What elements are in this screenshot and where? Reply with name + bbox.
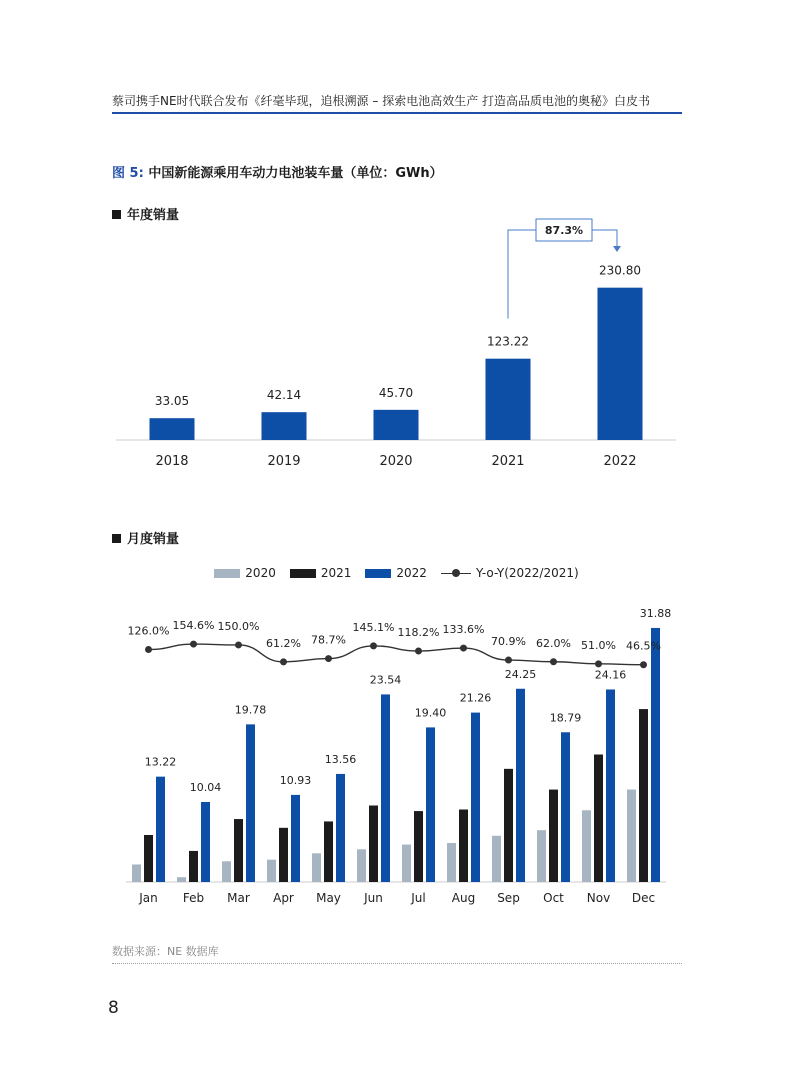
- monthly-tick-label: Jan: [139, 891, 158, 905]
- monthly-bar-2021: [189, 851, 198, 882]
- monthly-bar-2020: [627, 790, 636, 882]
- figure-title-text: 中国新能源乘用车动力电池装车量（单位：GWh）: [148, 166, 443, 181]
- legend-label-2021: 2021: [320, 566, 352, 580]
- monthly-bar-2020: [357, 849, 366, 882]
- monthly-bar-2022: [246, 724, 255, 882]
- monthly-tick-label: Feb: [182, 891, 205, 905]
- monthly-bar-2022: [201, 802, 210, 882]
- yoy-point: [415, 648, 422, 655]
- monthly-value-label: 19.40: [414, 706, 447, 720]
- monthly-bar-2022: [561, 732, 570, 882]
- monthly-value-label: 24.16: [594, 668, 627, 682]
- monthly-value-label: 23.54: [369, 673, 402, 687]
- monthly-bar-2022: [516, 689, 525, 882]
- monthly-bar-2020: [447, 843, 456, 882]
- yoy-point: [190, 641, 197, 648]
- growth-label: 87.3%: [544, 224, 584, 237]
- annual-bar: [150, 418, 195, 440]
- yoy-point: [505, 657, 512, 664]
- monthly-value-label: 13.56: [324, 752, 357, 766]
- monthly-tick-label: Nov: [586, 891, 611, 905]
- monthly-tick-label: Oct: [543, 891, 564, 905]
- annual-bar: [262, 412, 307, 440]
- monthly-bar-2022: [156, 777, 165, 882]
- annual-value-label: 230.80: [599, 263, 641, 278]
- monthly-bar-2020: [537, 830, 546, 882]
- yoy-point: [640, 661, 647, 668]
- monthly-tick-label: Dec: [631, 891, 656, 905]
- monthly-tick-label: Jun: [364, 891, 383, 905]
- monthly-bar-2021: [279, 828, 288, 882]
- annual-bar: [486, 359, 531, 440]
- yoy-label: 62.0%: [536, 636, 571, 650]
- yoy-label: 154.6%: [172, 619, 215, 633]
- source-note: 数据来源：NE 数据库: [112, 945, 219, 958]
- annual-bar: [598, 288, 643, 440]
- monthly-value-label: 19.78: [234, 703, 267, 717]
- monthly-bar-2022: [336, 774, 345, 882]
- yoy-label: 51.0%: [581, 638, 616, 652]
- monthly-bar-2021: [459, 809, 468, 882]
- monthly-bar-2021: [234, 819, 243, 882]
- yoy-point: [280, 658, 287, 665]
- monthly-bar-2021: [324, 821, 333, 882]
- yoy-label: 118.2%: [397, 626, 440, 640]
- monthly-bar-2020: [582, 810, 591, 882]
- monthly-heading-text: 月度销量: [127, 532, 180, 547]
- monthly-value-label: 18.79: [549, 711, 582, 725]
- growth-arrow-icon: [613, 246, 621, 252]
- yoy-point: [325, 655, 332, 662]
- monthly-bar-2021: [639, 709, 648, 882]
- monthly-value-label: 10.93: [279, 773, 312, 787]
- yoy-label: 78.7%: [311, 633, 346, 647]
- monthly-bar-2022: [471, 713, 480, 882]
- yoy-label: 145.1%: [352, 620, 395, 634]
- annual-tick-label: 2020: [379, 454, 413, 469]
- figure-label: 图 5:: [112, 166, 144, 181]
- monthly-bar-2020: [177, 877, 186, 882]
- monthly-bar-2021: [369, 806, 378, 883]
- yoy-point: [550, 658, 557, 665]
- monthly-value-label: 31.88: [639, 606, 672, 620]
- yoy-point: [595, 660, 602, 667]
- monthly-bar-2020: [222, 861, 231, 882]
- monthly-bar-2021: [414, 811, 423, 882]
- monthly-tick-label: May: [316, 891, 341, 905]
- legend-label-2020: 2020: [245, 566, 276, 580]
- yoy-label: 150.0%: [217, 619, 260, 633]
- monthly-tick-label: Sep: [497, 891, 520, 905]
- annual-tick-label: 2022: [603, 454, 637, 469]
- annual-value-label: 123.22: [487, 334, 529, 349]
- growth-connector-left: [508, 230, 536, 319]
- monthly-value-label: 24.25: [504, 667, 537, 681]
- monthly-bar-2020: [402, 845, 411, 882]
- page-number: 8: [108, 998, 119, 1018]
- monthly-bar-2022: [381, 694, 390, 882]
- monthly-bar-2020: [492, 836, 501, 882]
- page-header-title: 蔡司携手NE时代联合发布《纤毫毕现，追根溯源 – 探索电池高效生产 打造高品质电池的奥秘》白皮书: [112, 94, 651, 108]
- source-rule: [112, 963, 682, 964]
- monthly-bar-2022: [426, 727, 435, 882]
- yoy-point: [460, 645, 467, 652]
- legend-label-2022: 2022: [396, 566, 427, 580]
- yoy-point: [145, 646, 152, 653]
- growth-connector-right: [592, 230, 617, 248]
- monthly-tick-label: Mar: [227, 891, 250, 905]
- yoy-label: 70.9%: [491, 635, 526, 649]
- monthly-tick-label: Jul: [411, 891, 426, 905]
- annual-value-label: 42.14: [266, 388, 302, 403]
- annual-heading-text: 年度销量: [127, 208, 180, 223]
- annual-tick-label: 2021: [491, 454, 525, 469]
- monthly-bar-2020: [312, 853, 321, 882]
- monthly-value-label: 13.22: [144, 755, 177, 769]
- yoy-label: 61.2%: [266, 636, 301, 650]
- yoy-label: 133.6%: [442, 623, 485, 637]
- monthly-value-label: 10.04: [189, 780, 222, 794]
- monthly-value-label: 21.26: [459, 691, 492, 705]
- yoy-label: 46.5%: [626, 639, 661, 653]
- monthly-bar-2022: [606, 689, 615, 882]
- monthly-tick-label: Apr: [273, 891, 294, 905]
- annual-bar: [374, 410, 419, 440]
- monthly-bar-2021: [594, 755, 603, 883]
- monthly-bar-2022: [651, 628, 660, 882]
- monthly-bar-2021: [504, 769, 513, 882]
- annual-tick-label: 2019: [267, 454, 301, 469]
- annual-value-label: 33.05: [154, 394, 190, 409]
- monthly-bar-2021: [144, 835, 153, 882]
- monthly-tick-label: Aug: [451, 891, 476, 905]
- monthly-bar-2020: [267, 860, 276, 882]
- annual-tick-label: 2018: [155, 454, 189, 469]
- yoy-label: 126.0%: [127, 624, 170, 638]
- monthly-bar-2022: [291, 795, 300, 882]
- monthly-bar-2021: [549, 790, 558, 882]
- yoy-point: [370, 642, 377, 649]
- yoy-point: [235, 641, 242, 648]
- legend-label-yoy: Y-o-Y(2022/2021): [475, 566, 579, 580]
- annual-value-label: 45.70: [378, 385, 414, 400]
- monthly-bar-2020: [132, 864, 141, 882]
